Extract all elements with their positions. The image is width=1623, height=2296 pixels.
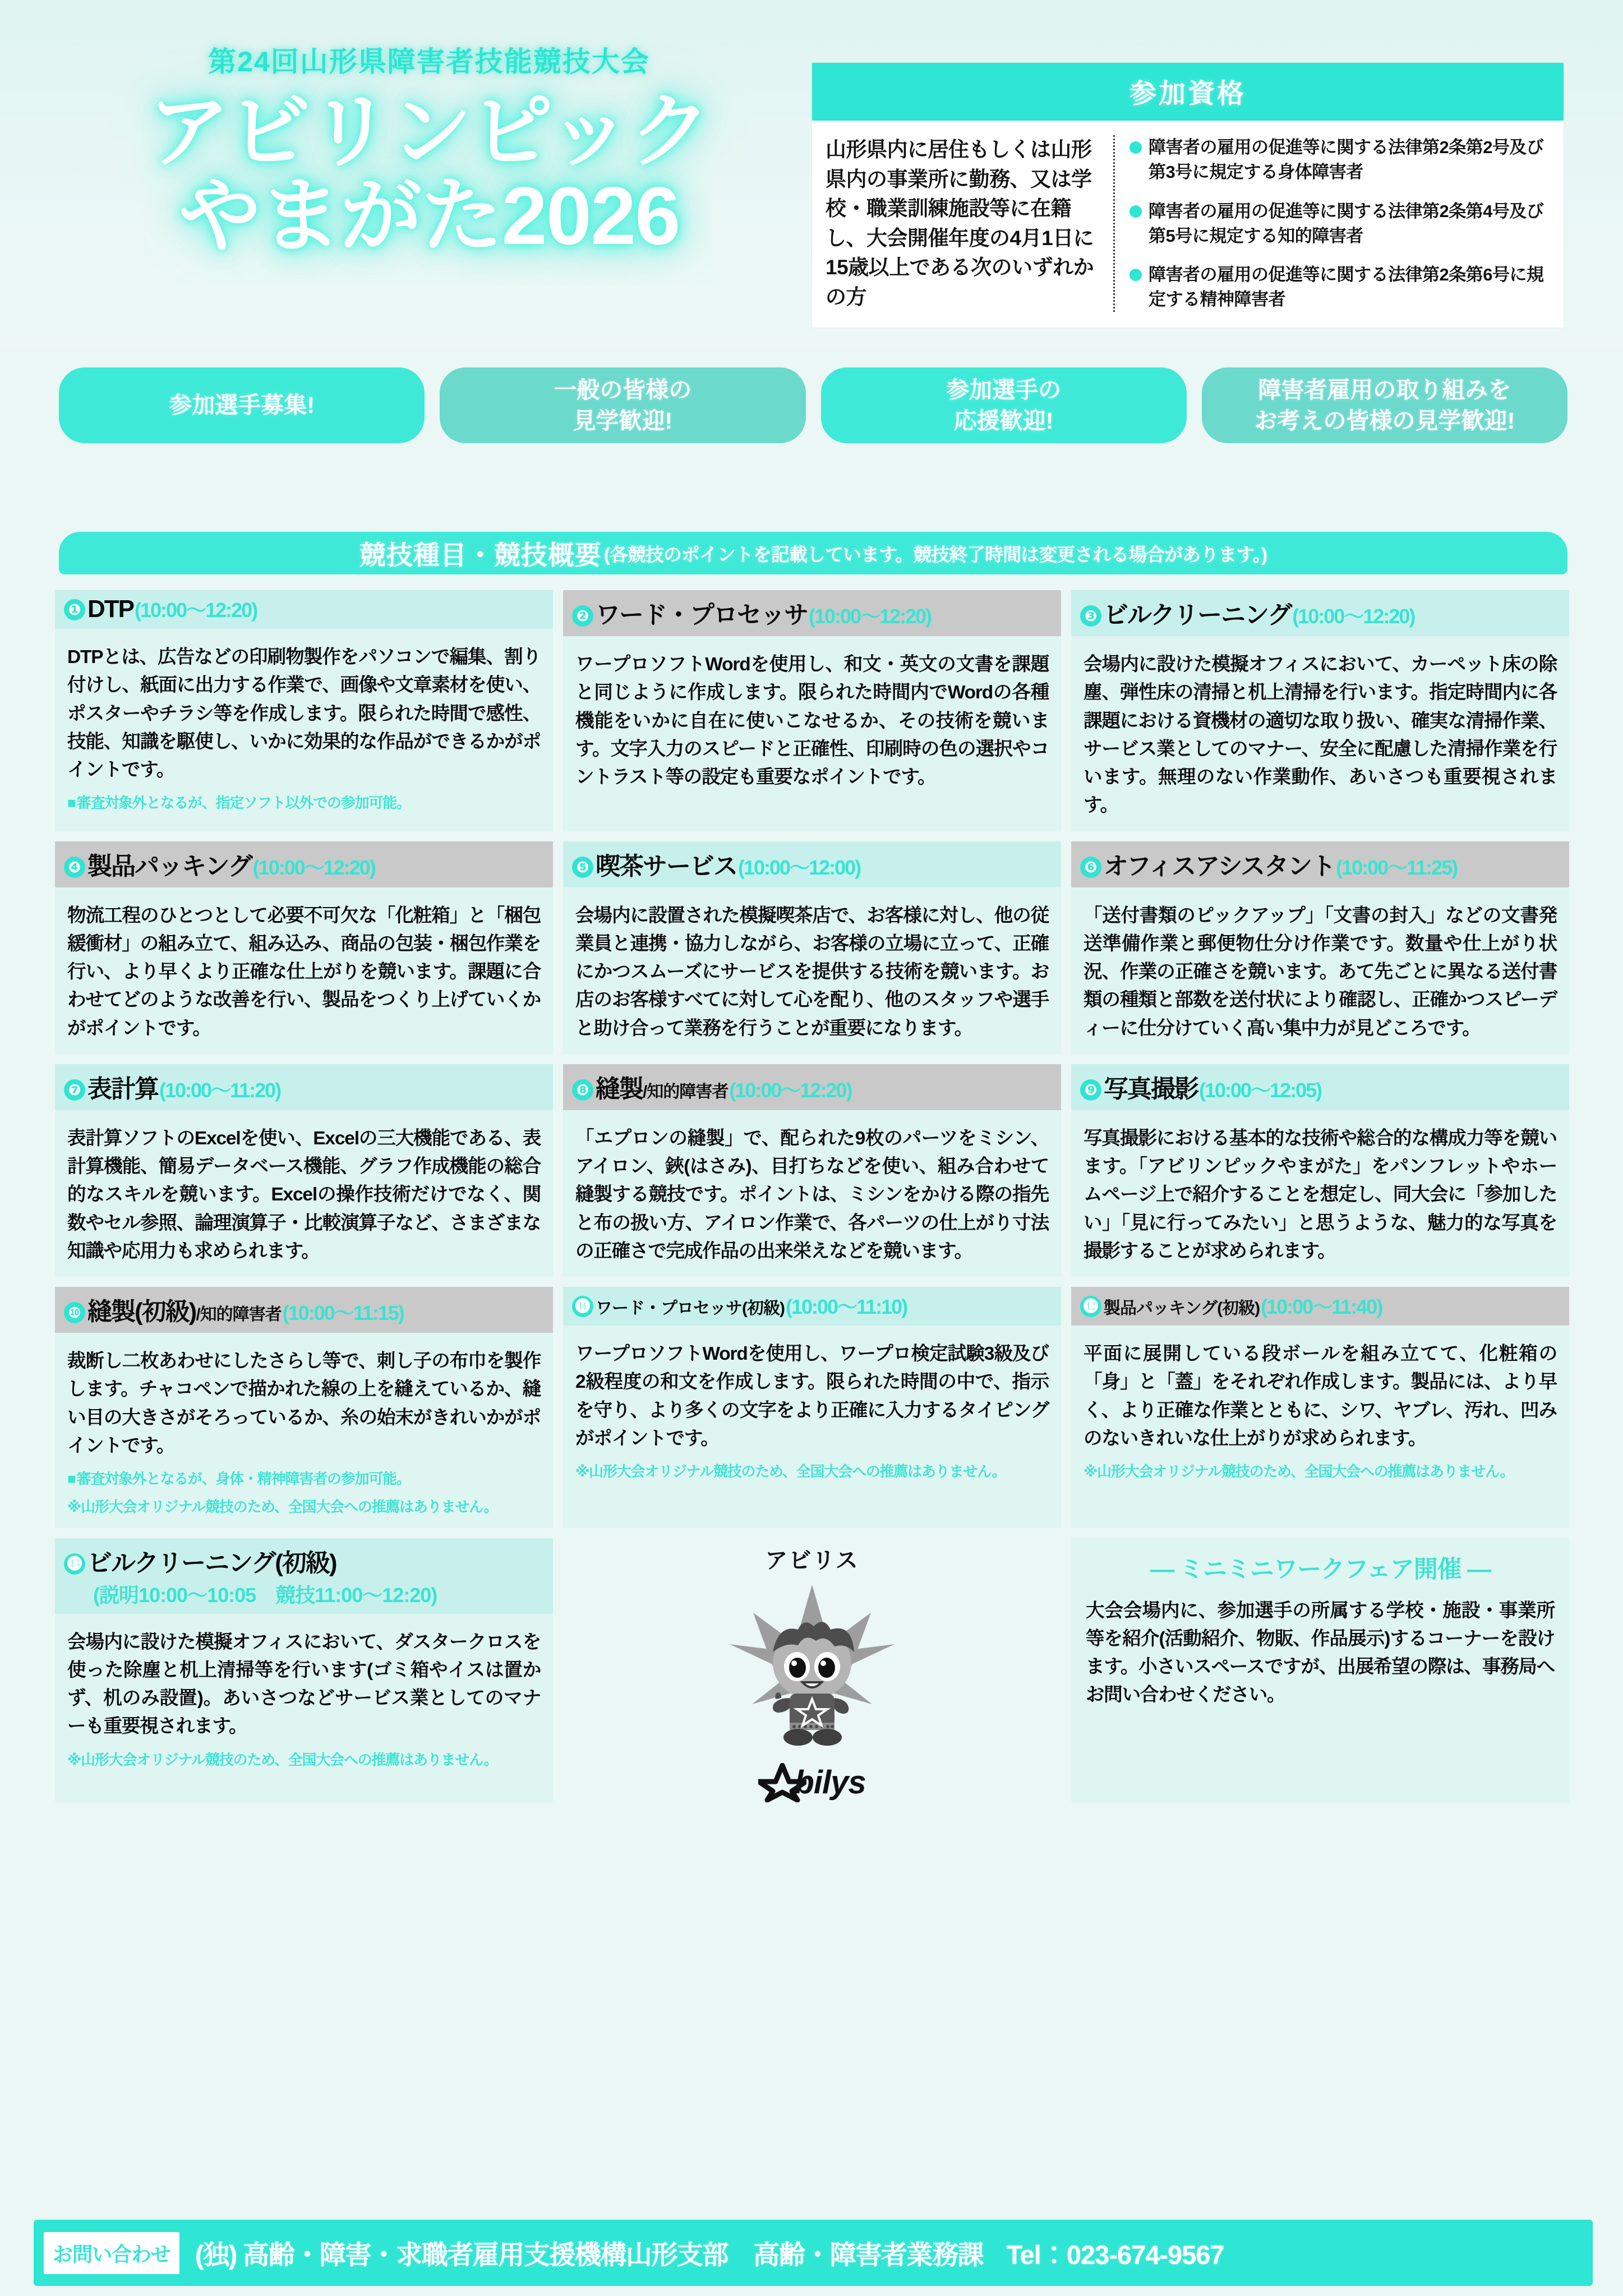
qualification-lead: 山形県内に居住もしくは山形県内の事業所に勤務、又は学校・職業訓練施設等に在籍し、大会開催年度の4月1日に15歳以上である次のいずれかの方 (826, 135, 1115, 312)
event-card-body (1071, 636, 1569, 831)
contact-label: お問い合わせ (44, 2232, 179, 2274)
workfair-title-row (1086, 1550, 1555, 1585)
workfair-title: ミニミニワークフェア開催 (1179, 1556, 1461, 1583)
event-description: DTPとは、広告などの印刷物製作をパソコンで編集、割り付けし、紙面に出力する作業で、画像や文章素材を使い、ポスターやチラシ等を作成します。限られた時間で感性、技能、知識を駆使し、いかに効果的な作品ができるかがポイントです。 (67, 647, 541, 780)
event-number: ❻ (1080, 857, 1101, 878)
event-card[interactable] (55, 590, 553, 831)
event-number: ⓬ (1080, 1296, 1101, 1317)
event-number: ❸ (1080, 605, 1101, 627)
event-card-body (55, 1333, 553, 1528)
event-card[interactable] (1071, 1064, 1569, 1277)
event-time: (10:00〜11:15) (282, 1301, 404, 1324)
event-number: ❿ (64, 1302, 85, 1323)
event-card-body (1071, 1110, 1569, 1277)
event-head-row (1080, 1291, 1561, 1320)
mascot-logo-text: bilys (794, 1764, 866, 1801)
event-head-row (64, 1291, 545, 1327)
event-card-body (563, 636, 1061, 831)
workfair-dash-left: — (1150, 1556, 1174, 1583)
event-note-star: ※ 山形大会オリジナル競技のため、全国大会への推薦はありません。 (575, 1462, 1049, 1481)
event-description: 裁断し二枚あわせにしたさらし等で、刺し子の布巾を製作します。チャコペンで描かれた線の上を縫えているか、縫い目の大きさがそろっているか、糸の始末がきれいかがポイントです。 (67, 1351, 541, 1456)
event-description: 写真撮影における基本的な技術や総合的な構成力等を競います。「アビリンピックやまがた」をパンフレットやホームページ上で紹介することを想定し、同大会に「参加したい」「見に行ってみたい」と思うような、魅力的な写真を撮影することが求められます。 (1083, 1128, 1557, 1262)
badge-recruit[interactable]: 参加選手募集! (59, 367, 425, 443)
event-time: (10:00〜11:25) (1336, 855, 1458, 879)
event-description: ワープロソフトWordを使用し、和文・英文の文書を課題と同じように作成します。限られた時間内でWordの各種機能をいかに自在に使いこなせるか、その技術を競います。文字入力のスピードと正確性、印刷時の色の選択やコントラスト等の設定も重要なポイントです。 (575, 654, 1049, 788)
event-name-qualifier: /知的障害者 (643, 1082, 728, 1101)
event-description: 物流工程のひとつとして必要不可欠な「化粧箱」と「梱包緩衝材」の組み立て、組み込み、商品の包装・梱包作業を行い、より早くより正確な仕上がりを競います。課題に合わせてどのような改善を行い、製品をつくり上げていくかがポイントです。 (67, 905, 541, 1039)
event-head-row (572, 595, 1053, 631)
event-card-body (55, 887, 553, 1054)
mascot-block (563, 1538, 1061, 1802)
event-time: (10:00〜12:20) (135, 599, 257, 622)
event-note-star: ※ 山形大会オリジナル競技のため、全国大会への推薦はありません。 (67, 1497, 541, 1516)
event-time: (10:00〜12:20) (252, 855, 375, 879)
qualification-item: 障害者の雇用の促進等に関する法律第2条第4号及び第5号に規定する知的障害者 (1128, 199, 1551, 249)
event-number: ❽ (572, 1079, 593, 1101)
event-card-header (55, 1064, 553, 1110)
mascot-name: アビリス (765, 1548, 859, 1573)
event-card-body (55, 629, 553, 831)
event-head-row (572, 1291, 1053, 1320)
event-time: (10:00〜12:20) (809, 605, 932, 628)
event-head-row (1080, 846, 1561, 882)
qualification-body (812, 121, 1564, 328)
event-card-header (55, 841, 553, 887)
event-note-square: ■ 審査対象外となるが、指定ソフト以外での参加可能。 (67, 793, 541, 812)
event-number: ⓫ (572, 1296, 593, 1317)
event-name: 表計算 (87, 1075, 158, 1103)
workfair-block (1071, 1538, 1569, 1802)
badge-cheer-welcome[interactable]: 参加選手の 応援歓迎! (821, 367, 1187, 443)
event-card[interactable] (55, 1064, 553, 1277)
event-card-body (55, 1614, 553, 1802)
event-note-square: ■ 審査対象外となるが、身体・精神障害者の参加可能。 (67, 1469, 541, 1488)
event-card[interactable] (563, 841, 1061, 1054)
hero-headline-line2: やまがた2026 (178, 170, 680, 262)
contact-info (195, 2234, 1224, 2272)
event-card[interactable] (563, 1287, 1061, 1528)
section-header (59, 532, 1567, 574)
event-number: ❼ (64, 1079, 85, 1101)
qualification-title: 参加資格 (812, 63, 1564, 121)
event-card-body (1071, 1326, 1569, 1528)
event-time: (10:00〜11:20) (159, 1078, 281, 1102)
badge-employer-welcome[interactable]: 障害者雇用の取り組みを お考えの皆様の見学歓迎! (1202, 367, 1567, 443)
event-name: 縫製 (596, 1075, 643, 1103)
event-head-row (64, 1069, 545, 1105)
qualification-item: 障害者の雇用の促進等に関する法律第2条第2号及び第3号に規定する身体障害者 (1128, 135, 1551, 185)
qualification-panel (812, 63, 1564, 328)
event-name: 喫茶サービス (596, 852, 737, 880)
event-number: ❾ (1080, 1079, 1101, 1101)
event-head-row (64, 1543, 545, 1579)
event-card[interactable] (1071, 841, 1569, 1054)
event-note-star: ※ 山形大会オリジナル競技のため、全国大会への推薦はありません。 (1083, 1462, 1557, 1481)
event-head-row (572, 846, 1053, 882)
events-grid (55, 590, 1569, 1802)
event-card-body (55, 1110, 553, 1277)
hero-kicker: 第24回山形県障害者技能競技大会 (208, 46, 650, 77)
event-time: (10:00〜12:00) (738, 855, 861, 879)
event-card[interactable] (1071, 1287, 1569, 1528)
event-card[interactable] (55, 1538, 553, 1802)
event-head-row (64, 846, 545, 882)
event-card[interactable] (55, 841, 553, 1054)
event-number: ❹ (64, 857, 85, 878)
event-card-body (563, 1326, 1061, 1528)
contact-phone[interactable]: Tel：023-674-9567 (1006, 2239, 1224, 2270)
contact-footer (34, 2220, 1593, 2286)
event-name: DTP (87, 595, 133, 623)
event-number: ⓭ (64, 1553, 85, 1575)
event-card-header (55, 1538, 553, 1614)
event-name: ワード・プロセッサ(初級) (596, 1299, 785, 1318)
event-card-header (55, 590, 553, 629)
section-header-sub: (各競技のポイントを記載しています。競技終了時間は変更される場合があります。) (603, 544, 1267, 565)
event-card-header (563, 1287, 1061, 1326)
event-description: 会場内に設置された模擬喫茶店で、お客様に対し、他の従業員と連携・協力しながら、お客様の立場に立って、正確にかつスムーズにサービスを提供する技術を競います。お店のお客様すべてに対して心を配り、他のスタッフや選手と助け合って業務を行うことが重要になります。 (575, 905, 1049, 1039)
event-name: 製品パッキング(初級) (1104, 1299, 1260, 1318)
contact-organization: (独) 高齢・障害・求職者雇用支援機構山形支部 高齢・障害者業務課 (195, 2239, 983, 2270)
event-name: ビルクリーニング(初級) (87, 1549, 336, 1577)
event-description: ワープロソフトWordを使用し、ワープロ検定試験3級及び2級程度の和文を作成します。限られた時間の中で、指示を守り、より多くの文字をより正確に入力するタイピングがポイントです。 (575, 1343, 1049, 1449)
event-time-detail: (説明10:00〜10:05 競技11:00〜12:20) (93, 1583, 437, 1607)
event-name: 写真撮影 (1104, 1075, 1198, 1103)
event-description: 「エプロンの縫製」で、配られた9枚のパーツをミシン、アイロン、鋏(はさみ)、目打ちなどを使い、組み合わせて縫製する競技です。ポイントは、ミシンをかける際の指先と布の扱い方、アイロン作業で、各パーツの仕上がり寸法の正確さで完成作品の出来栄えなどを競います。 (575, 1128, 1049, 1262)
event-time: (10:00〜12:20) (729, 1078, 852, 1102)
event-number: ❺ (572, 857, 593, 878)
event-time: (10:00〜11:40) (1261, 1295, 1382, 1318)
workfair-dash-right: — (1467, 1556, 1490, 1583)
event-description: 「送付書類のピックアップ」「文書の封入」などの文書発送準備作業と郵便物仕分け作業です。数量や仕上がり状況、作業の正確さを競います。あて先ごとに異なる送付書類の種類と部数を送付状により確認し、正確かつスピーディーに仕分けていく高い集中力が見どころです。 (1083, 905, 1557, 1039)
event-head-row (1080, 1069, 1561, 1105)
event-card-header (55, 1287, 553, 1333)
section-header-main: 競技種目・競技概要 (359, 540, 602, 570)
event-card[interactable] (563, 1064, 1061, 1277)
mascot-character-illustration (720, 1578, 905, 1757)
event-name: 縫製(初級) (87, 1298, 196, 1326)
event-head-row (572, 1069, 1053, 1105)
event-description: 表計算ソフトのExcelを使い、Excelの三大機能である、表計算機能、簡易データベース機能、グラフ作成機能の総合的なスキルを競います。Excelの操作技術だけでなく、関数やセル参照、論理演算子・比較演算子など、さまざまな知識や応用力も求められます。 (67, 1128, 541, 1262)
event-card-body (1071, 887, 1569, 1054)
event-description: 会場内に設けた模擬オフィスにおいて、ダスタークロスを使った除塵と机上清掃等を行います(ゴミ箱やイスは置かず、机のみ設置)。あいさつなどサービス業としてのマナーも重要視されます。 (67, 1631, 541, 1737)
event-card-header (563, 1064, 1061, 1110)
hero-headline-line1: アビリンピック (147, 86, 711, 177)
event-time: (10:00〜12:20) (1292, 605, 1415, 628)
event-number: ❶ (64, 599, 85, 620)
event-card-header (563, 590, 1061, 636)
event-head-row (64, 595, 545, 623)
event-card[interactable] (55, 1287, 553, 1528)
event-time: (10:00〜12:05) (1199, 1078, 1322, 1102)
workfair-description: 大会会場内に、参加選手の所属する学校・施設・事業所等を紹介(活動紹介、物販、作品展示)するコーナーを設けます。小さいスペースですが、出展希望の際は、事務局へお問い合わせください。 (1086, 1600, 1555, 1706)
event-description: 平面に展開している段ボールを組み立てて、化粧箱の「身」と「蓋」をそれぞれ作成します。製品には、より早く、より正確な作業とともに、シワ、ヤブレ、汚れ、凹みのないきれいな仕上がりが求められます。 (1083, 1343, 1557, 1449)
event-card[interactable] (563, 590, 1061, 831)
hero-title-block (67, 39, 791, 262)
event-description: 会場内に設けた模擬オフィスにおいて、カーペット床の除塵、弾性床の清掃と机上清掃を行います。指定時間内に各課題における資機材の適切な取り扱い、確実な清掃作業、サービス業としてのマナー、安全に配慮した清掃作業を行います。無理のない作業動作、あいさつも重要視されます。 (1083, 654, 1557, 816)
event-name: ビルクリーニング (1104, 601, 1292, 629)
event-head-row (1080, 595, 1561, 631)
event-name: ワード・プロセッサ (596, 601, 808, 629)
event-card-header (1071, 1064, 1569, 1110)
event-name: オフィスアシスタント (1104, 852, 1335, 880)
badge-public-welcome[interactable]: 一般の皆様の 見学歓迎! (440, 367, 805, 443)
event-card-header (1071, 841, 1569, 887)
mascot-logo (758, 1763, 865, 1802)
event-name: 製品パッキング (87, 852, 252, 880)
event-note-star: ※ 山形大会オリジナル競技のため、全国大会への推薦はありません。 (67, 1750, 541, 1769)
event-card-body (563, 887, 1061, 1054)
qualification-list (1115, 135, 1551, 312)
event-card-body (563, 1110, 1061, 1277)
event-card-header (1071, 1287, 1569, 1326)
event-number: ❷ (572, 605, 593, 627)
hero-headline (67, 86, 791, 262)
event-name-qualifier: /知的障害者 (196, 1305, 282, 1324)
event-card[interactable] (1071, 590, 1569, 831)
event-card-header (1071, 590, 1569, 636)
event-time: (10:00〜11:10) (785, 1295, 907, 1318)
event-card-header (563, 841, 1061, 887)
qualification-item: 障害者の雇用の促進等に関する法律第2条第6号に規定する精神障害者 (1128, 263, 1551, 312)
badge-row (59, 367, 1567, 443)
